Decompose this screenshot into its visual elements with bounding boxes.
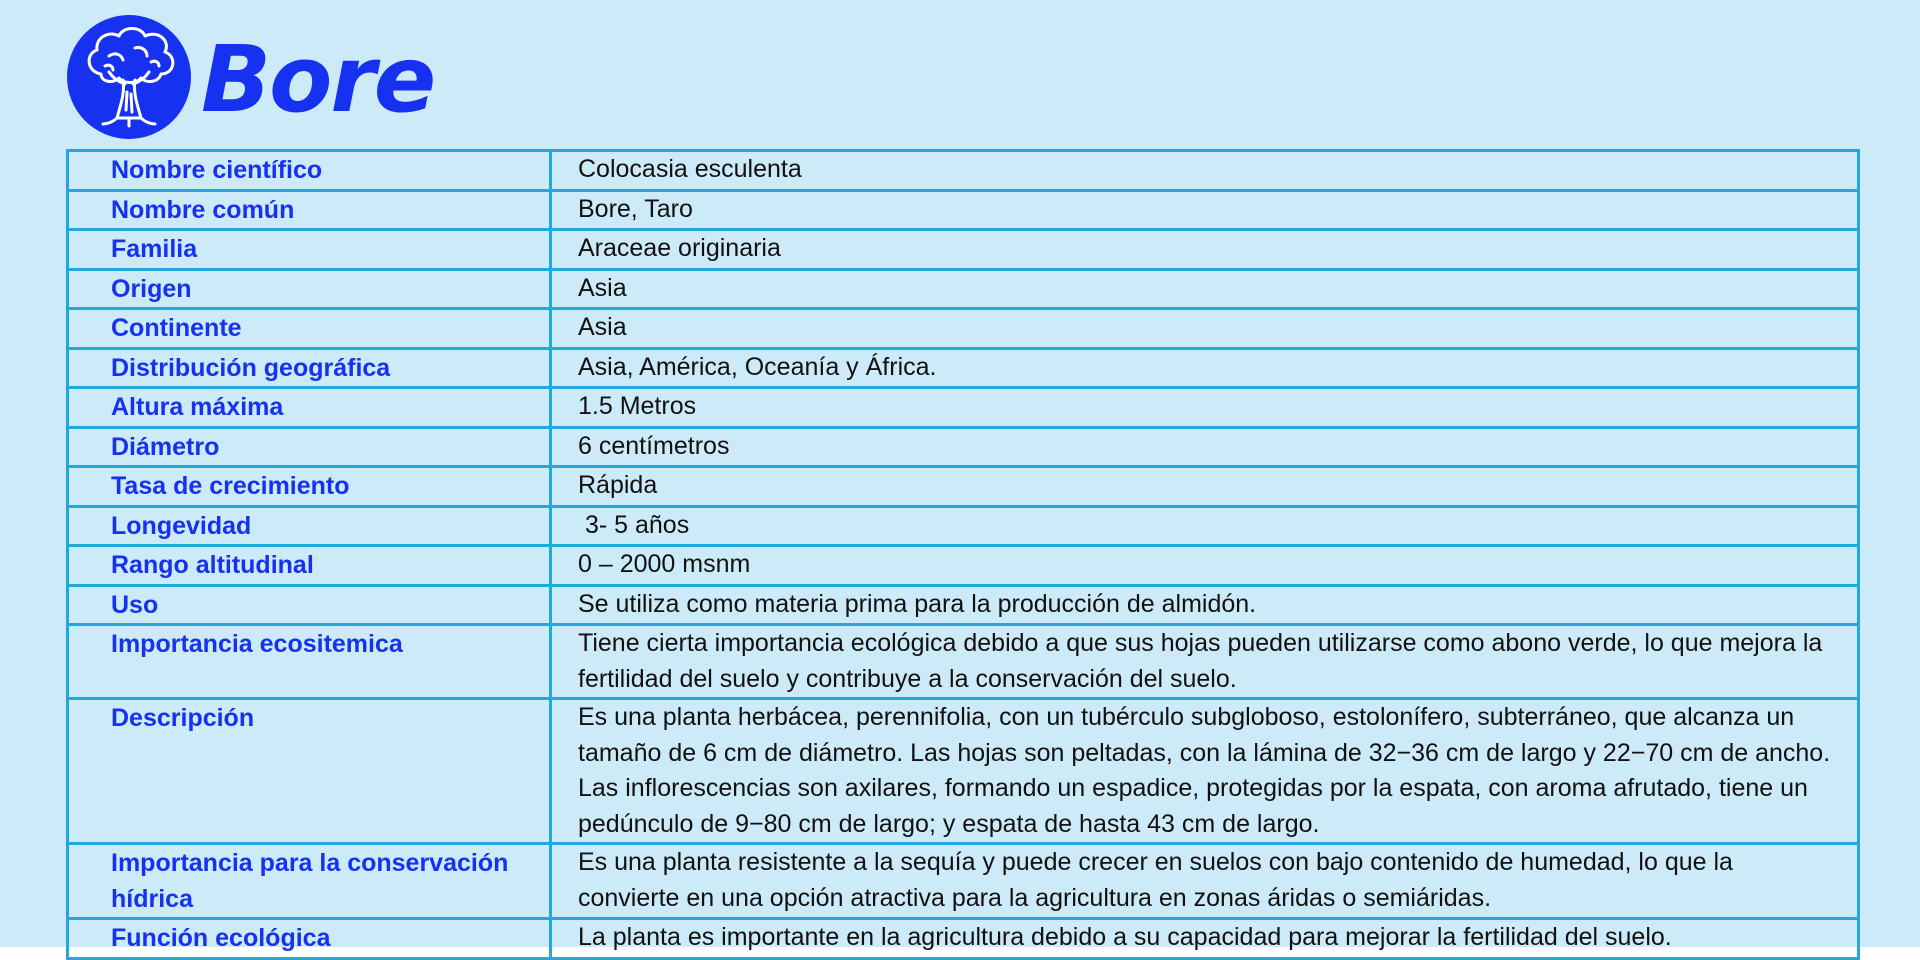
- table-row: [68, 585, 1859, 625]
- header: [67, 15, 434, 139]
- row-value: Es una planta herbácea, perennifolia, con un tubérculo subgloboso, estolonífero, subterráneo, que alcanza un tamaño de 6 cm de diámetro. Las hojas son peltadas, con la lámina de 32−36 cm de largo y 22−70 cm de ancho. Las inflorescencias son axilares, formando un espadice, protegidas por la espata, con aroma afrutado, tiene un pedúnculo de 9−80 cm de largo; y espata de hasta 43 cm de largo.: [551, 699, 1859, 844]
- row-value: Asia, América, Oceanía y África.: [551, 348, 1859, 388]
- row-value: Araceae originaria: [551, 230, 1859, 270]
- row-value: Asia: [551, 309, 1859, 349]
- table-row: [68, 467, 1859, 507]
- row-label: Función ecológica: [68, 919, 551, 959]
- row-value: Rápida: [551, 467, 1859, 507]
- tree-icon: [67, 15, 191, 139]
- row-label: Distribución geográfica: [68, 348, 551, 388]
- row-value: Tiene cierta importancia ecológica debido a que sus hojas pueden utilizarse como abono verde, lo que mejora la fertilidad del suelo y contribuye a la conservación del suelo.: [551, 625, 1859, 699]
- row-value: Es una planta resistente a la sequía y puede crecer en suelos con bajo contenido de humedad, lo que la convierte en una opción atractiva para la agricultura en zonas áridas o semiáridas.: [551, 844, 1859, 919]
- row-value: Se utiliza como materia prima para la producción de almidón.: [551, 585, 1859, 625]
- row-label: Descripción: [68, 699, 551, 844]
- row-label: Nombre común: [68, 190, 551, 230]
- row-value: Bore, Taro: [551, 190, 1859, 230]
- page-title: Bore: [201, 26, 435, 133]
- row-value: La planta es importante en la agricultura debido a su capacidad para mejorar la fertilidad del suelo.: [551, 919, 1859, 959]
- table-row: [68, 506, 1859, 546]
- row-label: Importancia ecositemica: [68, 625, 551, 699]
- table-row: [68, 427, 1859, 467]
- table-row: [68, 309, 1859, 349]
- row-label: Rango altitudinal: [68, 546, 551, 586]
- row-label: Importancia para la conservación hídrica: [68, 844, 551, 919]
- table-row: [68, 348, 1859, 388]
- row-value: 1.5 Metros: [551, 388, 1859, 428]
- row-value: Colocasia esculenta: [551, 151, 1859, 191]
- table-row: [68, 546, 1859, 586]
- row-value: 3- 5 años: [551, 506, 1859, 546]
- table-row: [68, 625, 1859, 699]
- table-row: [68, 269, 1859, 309]
- row-label: Uso: [68, 585, 551, 625]
- row-label: Nombre científico: [68, 151, 551, 191]
- row-value: Asia: [551, 269, 1859, 309]
- table-row: [68, 388, 1859, 428]
- table-row: [68, 919, 1859, 959]
- row-label: Familia: [68, 230, 551, 270]
- table-row: [68, 151, 1859, 191]
- tree-icon-graphic: [79, 22, 179, 132]
- row-label: Continente: [68, 309, 551, 349]
- table-row: [68, 844, 1859, 919]
- table-row: [68, 230, 1859, 270]
- row-label: Tasa de crecimiento: [68, 467, 551, 507]
- row-label: Origen: [68, 269, 551, 309]
- row-label: Altura máxima: [68, 388, 551, 428]
- row-label: Diámetro: [68, 427, 551, 467]
- row-value: 0 – 2000 msnm: [551, 546, 1859, 586]
- row-label: Longevidad: [68, 506, 551, 546]
- table-row: [68, 190, 1859, 230]
- facts-table: [66, 149, 1860, 960]
- row-value: 6 centímetros: [551, 427, 1859, 467]
- table-row: [68, 699, 1859, 844]
